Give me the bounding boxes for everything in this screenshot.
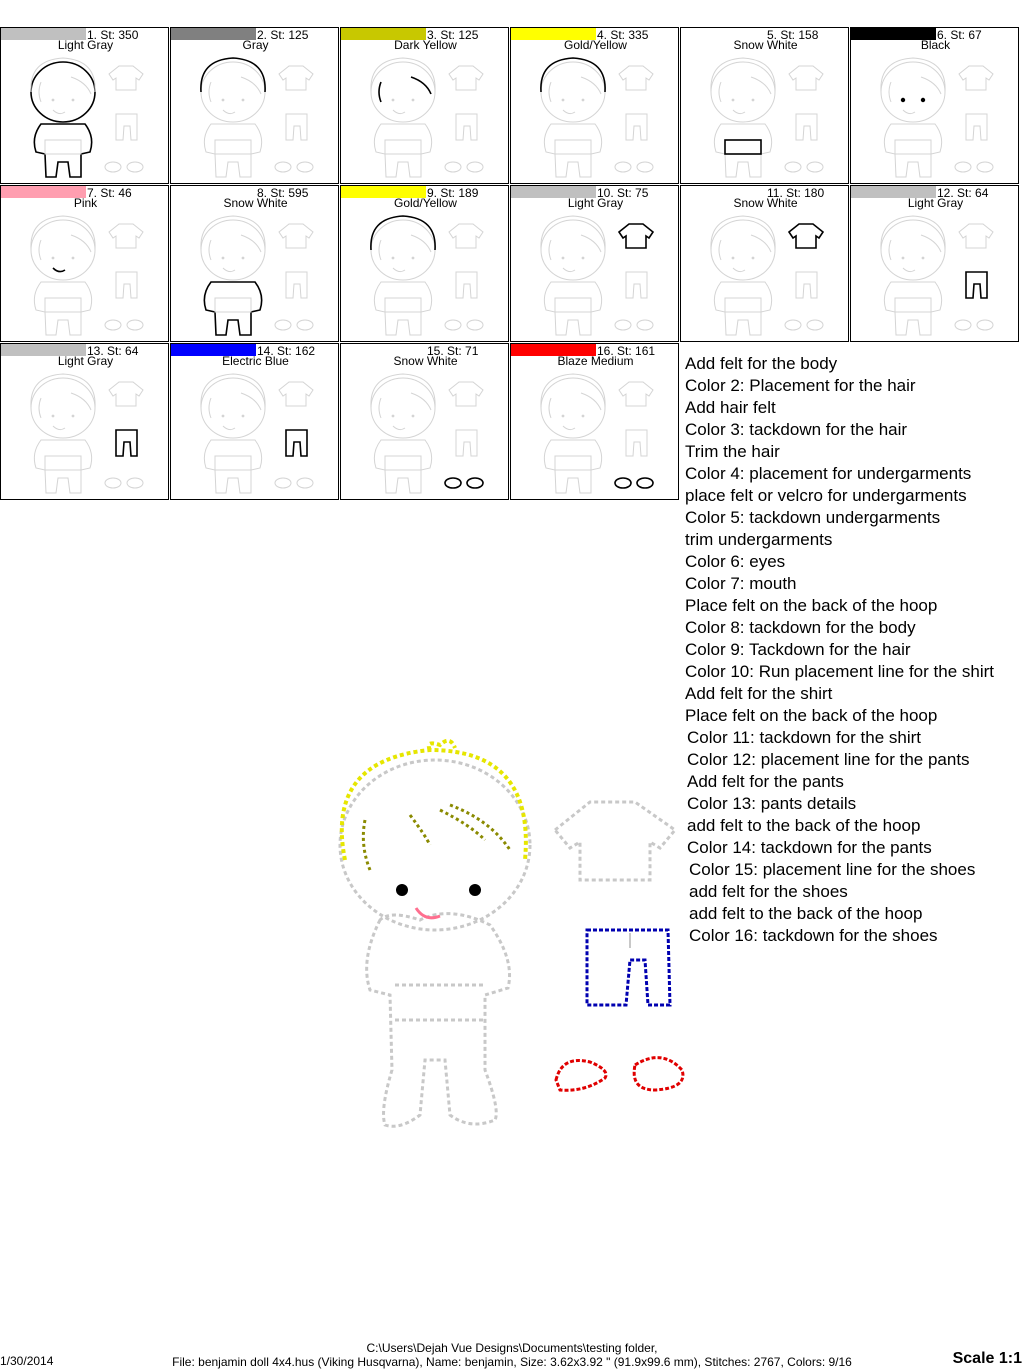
step-thumbnail — [171, 52, 339, 184]
color-step-cell — [0, 27, 169, 184]
thread-color-name: Pink — [73, 196, 98, 210]
stitch-count-label: 4. St: 335 — [597, 28, 649, 42]
instruction-line: Color 7: mouth — [685, 574, 797, 593]
stitch-count-label: 13. St: 64 — [87, 344, 139, 358]
instruction-line: Place felt on the back of the hoop — [685, 596, 938, 615]
color-step-cell — [170, 343, 339, 500]
instruction-line: Color 16: tackdown for the shoes — [689, 926, 938, 945]
instruction-line: add felt for the shoes — [689, 882, 848, 901]
footer-file-line: File: benjamin doll 4x4.hus (Viking Husqvarna), Name: benjamin, Size: 3.62x3.92 " (91.9x99.6 mm), Stitches: 2767, Colors: 9/16 — [172, 1355, 852, 1369]
instruction-line: Color 4: placement for undergarments — [685, 464, 972, 483]
instruction-line: Add felt for the body — [685, 354, 838, 373]
step-thumbnail — [171, 368, 339, 500]
step-thumbnail — [341, 52, 509, 184]
preview-eye-right — [469, 884, 481, 896]
preview-shoes — [556, 1058, 683, 1091]
footer-info — [0, 1341, 1024, 1369]
preview-mouth — [416, 908, 440, 918]
stitch-count-label: 3. St: 125 — [427, 28, 479, 42]
thread-color-name: Light Gray — [907, 196, 964, 210]
instructions-list — [685, 353, 1015, 947]
stitch-count-label: 11. St: 180 — [767, 186, 825, 200]
thread-color-name: Electric Blue — [222, 354, 289, 368]
thread-color-name: Snow White — [733, 38, 798, 52]
stitch-count-label: 7. St: 46 — [87, 186, 132, 200]
step-thumbnail — [341, 210, 509, 342]
stitch-count-label: 6. St: 67 — [937, 28, 982, 42]
color-step-cell — [340, 27, 509, 184]
instruction-line: Add hair felt — [685, 398, 776, 417]
instruction-line: add felt to the back of the hoop — [689, 904, 923, 923]
color-step-cell — [680, 27, 849, 184]
instruction-line: place felt or velcro for undergarments — [685, 486, 967, 505]
color-step-cell — [680, 185, 849, 342]
color-step-cell — [170, 27, 339, 184]
instruction-line: Color 13: pants details — [687, 794, 857, 813]
instruction-line: Add felt for the pants — [687, 772, 844, 791]
step-thumbnail — [171, 210, 339, 342]
step-thumbnail — [511, 368, 679, 500]
stitch-count-label: 16. St: 161 — [597, 344, 656, 358]
stitch-count-label: 8. St: 595 — [257, 186, 309, 200]
step-thumbnail — [341, 368, 509, 500]
design-preview — [330, 730, 700, 1140]
color-step-cell — [0, 185, 169, 342]
preview-eye-left — [396, 884, 408, 896]
step-thumbnail — [511, 52, 679, 184]
stitch-count-label: 15. St: 71 — [427, 344, 479, 358]
instruction-line: Color 11: tackdown for the shirt — [687, 728, 922, 747]
stitch-count-label: 9. St: 189 — [427, 186, 479, 200]
thread-color-name: Black — [920, 38, 951, 52]
step-thumbnail — [1, 368, 169, 500]
instruction-line: Color 6: eyes — [685, 552, 786, 571]
instruction-line: add felt to the back of the hoop — [687, 816, 921, 835]
instruction-line: Color 10: Run placement line for the shirt — [685, 662, 994, 681]
step-thumbnail — [511, 210, 679, 342]
color-step-cell — [0, 343, 169, 500]
instruction-line: Color 9: Tackdown for the hair — [685, 640, 911, 659]
color-step-cell — [850, 185, 1019, 342]
footer-date: 1/30/2014 — [0, 1354, 54, 1368]
instruction-line: Color 15: placement line for the shoes — [689, 860, 976, 879]
instruction-line: Color 12: placement line for the pants — [687, 750, 970, 769]
thread-color-name: Light Gray — [57, 354, 114, 368]
preview-body — [340, 760, 530, 1126]
stitch-count-label: 10. St: 75 — [597, 186, 649, 200]
thread-color-name: Snow White — [733, 196, 798, 210]
footer-path-line: C:\Users\Dejah Vue Designs\Documents\testing folder, — [366, 1341, 658, 1355]
stitch-count-label: 14. St: 162 — [257, 344, 316, 358]
thread-color-name: Gray — [242, 38, 269, 52]
color-step-cell — [510, 343, 679, 500]
stitch-count-label: 5. St: 158 — [767, 28, 819, 42]
thread-color-name: Dark Yellow — [394, 38, 457, 52]
color-step-cell — [340, 343, 509, 500]
color-step-cell — [340, 185, 509, 342]
preview-shirt — [555, 802, 675, 880]
color-step-cell — [850, 27, 1019, 184]
preview-pants — [587, 930, 670, 1005]
color-step-cell — [510, 185, 679, 342]
preview-hair-lines — [363, 805, 510, 870]
thread-color-name: Light Gray — [57, 38, 114, 52]
instruction-line: Color 2: Placement for the hair — [685, 376, 916, 395]
stitch-count-label: 1. St: 350 — [87, 28, 139, 42]
instruction-line: Color 14: tackdown for the pants — [687, 838, 932, 857]
thread-color-name: Light Gray — [567, 196, 624, 210]
thread-color-name: Blaze Medium — [557, 354, 634, 368]
footer-scale: Scale 1:1 — [952, 1350, 1022, 1367]
thread-color-name: Snow White — [393, 354, 458, 368]
instruction-line: Color 3: tackdown for the hair — [685, 420, 908, 439]
stitch-count-label: 2. St: 125 — [257, 28, 309, 42]
instruction-line: Trim the hair — [685, 442, 780, 461]
color-step-cell — [170, 185, 339, 342]
instruction-line: Color 5: tackdown undergarments — [685, 508, 941, 527]
thread-color-name: Gold/Yellow — [564, 38, 627, 52]
instruction-line: trim undergarments — [685, 530, 833, 549]
color-step-cell — [510, 27, 679, 184]
step-thumbnail — [851, 210, 1019, 342]
step-thumbnail — [851, 52, 1019, 184]
instruction-line: Add felt for the shirt — [685, 684, 833, 703]
thread-color-name: Gold/Yellow — [394, 196, 457, 210]
step-thumbnail — [1, 210, 169, 342]
step-thumbnail — [1, 52, 169, 184]
thread-color-name: Snow White — [223, 196, 288, 210]
instruction-line: Color 8: tackdown for the body — [685, 618, 916, 637]
step-thumbnail — [681, 210, 849, 342]
stitch-count-label: 12. St: 64 — [937, 186, 989, 200]
step-thumbnail — [681, 52, 849, 184]
instruction-line: Place felt on the back of the hoop — [685, 706, 938, 725]
